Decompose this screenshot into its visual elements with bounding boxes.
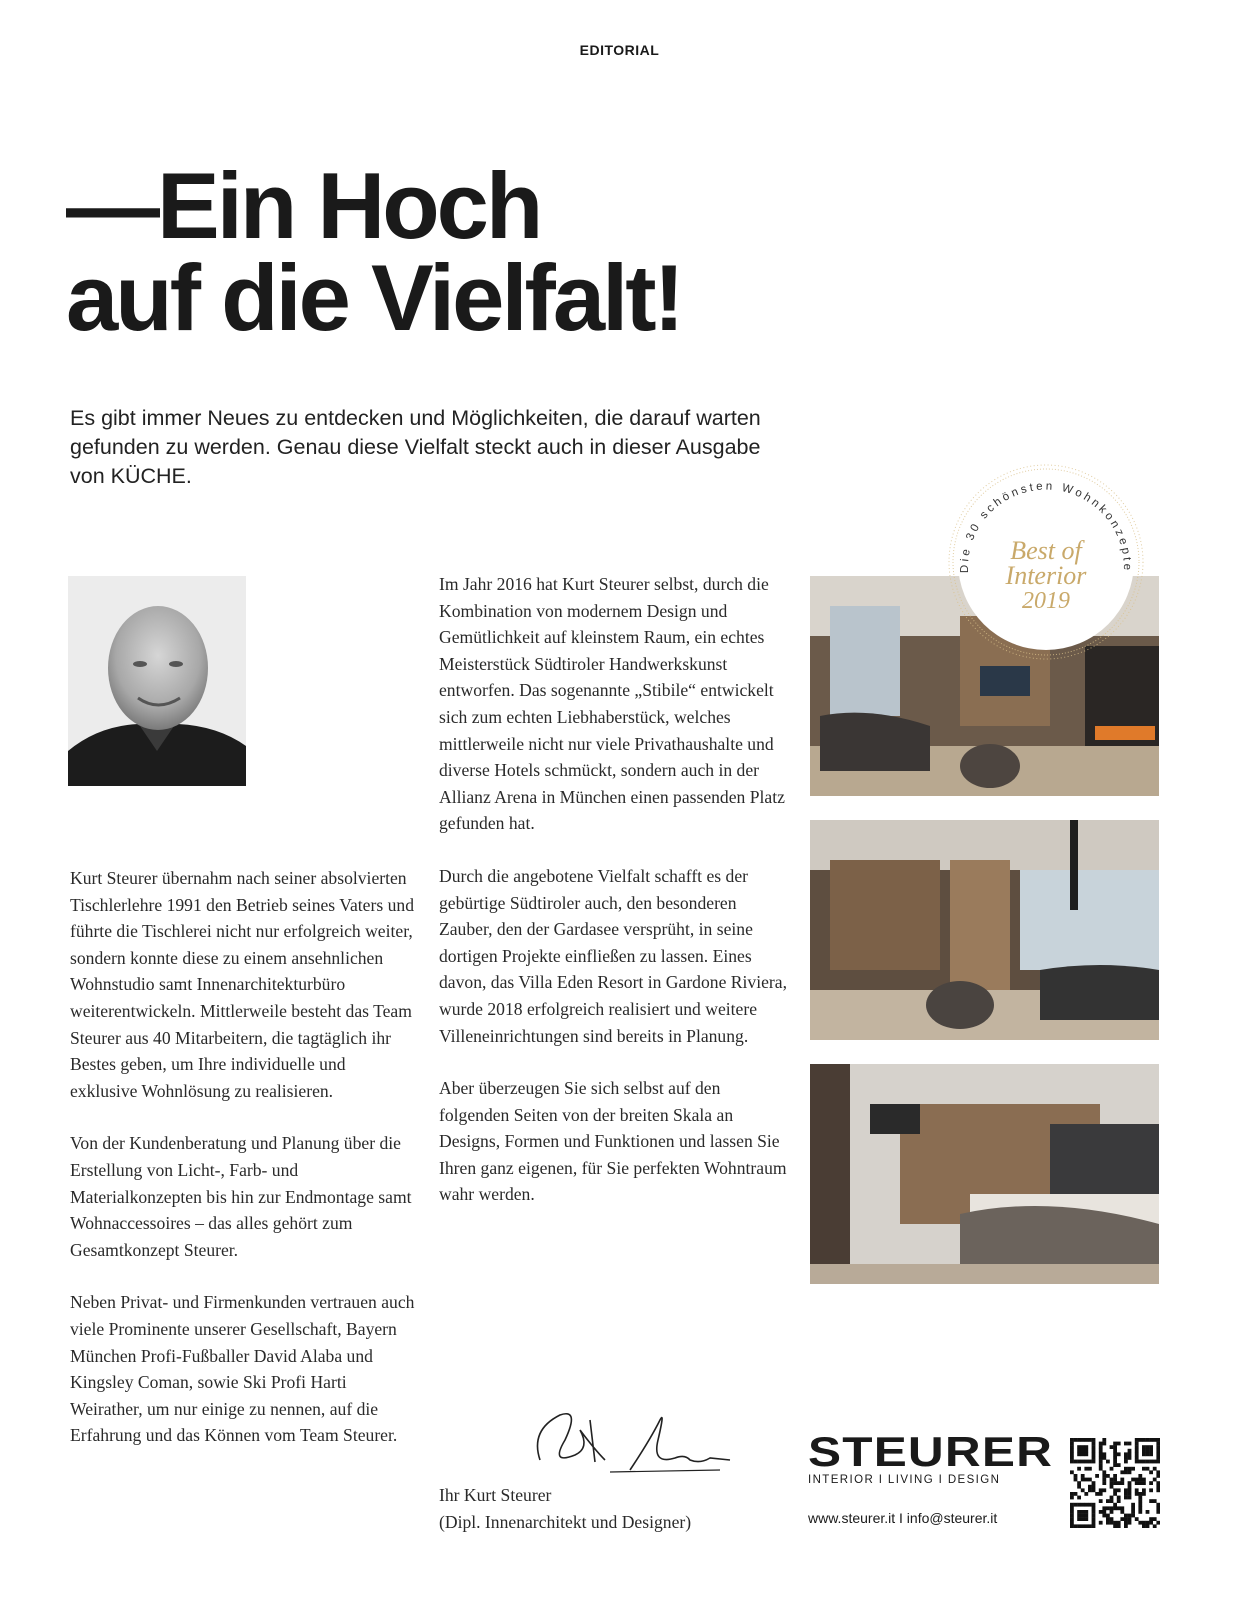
portrait-photo	[68, 576, 246, 786]
middle-paragraph-1: Im Jahr 2016 hat Kurt Steurer selbst, durch die Kombination von modernem Design und Gemütlichkeit auf kleinstem Raum, ein echtes Meisterstück Südtiroler Handwerkskunst entworfen. Das sogenannte „Stibile“ entwickelt sich zum echten Liebhaberstück, welches mittlerweile nicht nur viele Privathaushalte und diverse Hotels schmückt, sondern auch in der Allianz Arena in München einen passenden Platz gefunden hat.	[439, 574, 785, 834]
interior-photo-kitchen	[810, 820, 1159, 1040]
badge-script-2: Interior	[1005, 561, 1087, 590]
left-paragraph-3: Neben Privat- und Firmenkunden vertrauen auch viele Prominente unserer Gesellschaft, Bayern München Profi-Fußballer David Alaba und Kingsley Coman, sowie Ski Profi Harti Weirather, um nur einige zu nennen, auf die Erfahrung und das Können vom Team Steurer.	[70, 1292, 415, 1446]
brand-name: STEURER	[808, 1428, 1054, 1475]
closing-title: (Dipl. Innenarchitekt und Designer)	[439, 1512, 692, 1532]
award-seal-icon	[946, 462, 1146, 662]
left-paragraph-2: Von der Kundenberatung und Planung über die Erstellung von Licht-, Farb- und Materialkonzepten bis hin zur Endmontage samt Wohnaccessoires – das alles gehört zum Gesamtkonzept Steurer.	[70, 1133, 412, 1260]
headline-line-2: auf die Vielfalt!	[66, 245, 682, 350]
middle-text-column	[439, 571, 794, 1234]
qr-code	[1070, 1438, 1160, 1528]
middle-paragraph-2: Durch die angebotene Vielfalt schafft es der gebürtige Südtiroler auch, den besonderen Zauber, den der Gardasee versprüht, in seine dortigen Projekte einfließen zu lassen. Eines davon, das Villa Eden Resort in Gardone Riviera, wurde 2018 erfolgreich realisiert und weitere Villeneinrichtungen sind bereits in Planung.	[439, 865, 787, 1046]
badge-ring-text: Die 30 schönsten Wohnkonzepte	[958, 480, 1134, 574]
lead-paragraph: Es gibt immer Neues zu entdecken und Möglichkeiten, die darauf warten gefunden zu werden. Genau diese Vielfalt steckt auch in dieser Ausgabe von KÜCHE.	[70, 406, 761, 488]
brand-contact: www.steurer.it I info@steurer.it	[808, 1510, 998, 1526]
middle-paragraph-3: Aber überzeugen Sie sich selbst auf den folgenden Seiten von der breiten Skala an Designs, Formen und Funktionen und lassen Sie Ihren ganz eigenen, für Sie perfekten Wohntraum wahr werden.	[439, 1078, 787, 1205]
author-portrait	[68, 576, 246, 786]
signature	[520, 1400, 740, 1480]
badge-script-1: Best of	[1010, 536, 1082, 565]
brand-logo	[808, 1428, 1054, 1486]
badge-year: 2019	[1022, 588, 1070, 614]
award-badge	[946, 462, 1146, 662]
qr-code-icon	[1070, 1438, 1160, 1528]
left-paragraph-1: Kurt Steurer übernahm nach seiner absolvierten Tischlerlehre 1991 den Betrieb seines Vaters und führte die Tischlerei nicht nur erfolgreich weiter, sondern konnte diese zu einem ansehnlichen Wohnstudio samt Innenarchitekturbüro weiterentwickeln. Mittlerweile besteht das Team Steurer aus 40 Mitarbeitern, die tagtäglich ihr Bestes geben, um Ihre individuelle und exklusive Wohnlösung zu realisieren.	[70, 868, 414, 1101]
headline	[66, 153, 682, 350]
brand-tagline: INTERIOR I LIVING I DESIGN	[808, 1474, 1001, 1486]
headline-line-1: —Ein Hoch	[66, 153, 541, 258]
signature-icon	[520, 1400, 740, 1480]
closing-signoff	[439, 1482, 691, 1536]
left-text-column	[70, 865, 415, 1475]
closing-name: Ihr Kurt Steurer	[439, 1485, 552, 1505]
interior-photo-bedroom	[810, 1064, 1159, 1284]
section-label: EDITORIAL	[579, 42, 660, 58]
